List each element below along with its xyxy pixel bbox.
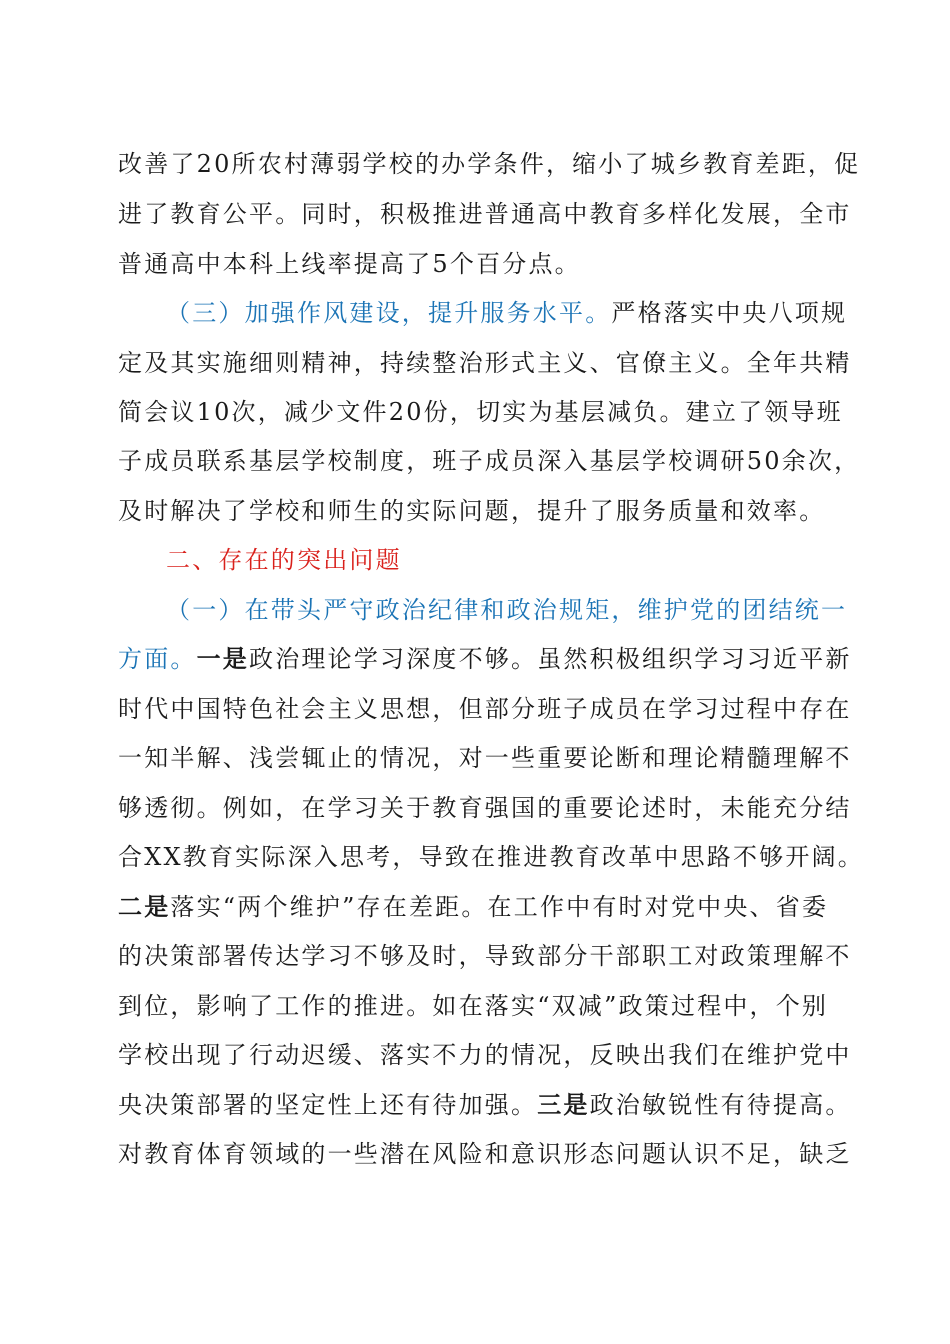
- text-span: 政治理论学习深度不够。虽然积极组织学习习近平新: [249, 645, 852, 673]
- text-line: 时代中国特色社会主义思想，但部分班子成员在学习过程中存在: [118, 695, 852, 723]
- text-line: 到位，影响了工作的推进。如在落实“双减”政策过程中，个别: [118, 992, 829, 1020]
- text-line: 改善了20所农村薄弱学校的办学条件，缩小了城乡教育差距，促: [118, 150, 861, 178]
- point-marker: 三是: [537, 1090, 590, 1119]
- text-line: 定及其实施细则精神，持续整治形式主义、官僚主义。全年共精: [118, 349, 852, 377]
- text-line: 简会议10次，减少文件20份，切实为基层减负。建立了领导班: [118, 398, 843, 426]
- subsection-heading: （一）在带头严守政治纪律和政治规矩，维护党的团结统一: [166, 596, 848, 624]
- text-line: 进了教育公平。同时，积极推进普通高中教育多样化发展，全市: [118, 200, 852, 228]
- paragraph-line: [166, 289, 848, 337]
- text-line: 对教育体育领域的一些潜在风险和意识形态问题认识不足，缺乏: [118, 1140, 852, 1168]
- paragraph-line: [118, 1081, 852, 1129]
- text-line: 子成员联系基层学校制度，班子成员深入基层学校调研50余次，: [118, 447, 861, 475]
- paragraph-line: [118, 635, 852, 683]
- text-span: 严格落实中央八项规: [611, 299, 848, 327]
- text-line: 及时解决了学校和师生的实际问题，提升了服务质量和效率。: [118, 497, 826, 525]
- text-line: 的决策部署传达学习不够及时，导致部分干部职工对政策理解不: [118, 942, 852, 970]
- subsection-heading-end: 方面。: [118, 645, 197, 673]
- text-line: 普通高中本科上线率提高了5个百分点。: [118, 250, 581, 278]
- text-line: 合XX教育实际深入思考，导致在推进教育改革中思路不够开阔。: [118, 843, 864, 871]
- text-line: 学校出现了行动迟缓、落实不力的情况，反映出我们在维护党中: [118, 1041, 852, 1069]
- text-span: 政治敏锐性有待提高。: [589, 1091, 852, 1119]
- text-line: 够透彻。例如，在学习关于教育强国的重要论述时，未能充分结: [118, 794, 852, 822]
- section-title: 二、存在的突出问题: [166, 546, 402, 574]
- text-span: 央决策部署的坚定性上还有待加强。: [118, 1091, 538, 1119]
- text-line: 一知半解、浅尝辄止的情况，对一些重要论断和理论精髓理解不: [118, 744, 852, 772]
- text-span: 落实“两个维护”存在差距。在工作中有时对党中央、省委: [170, 893, 829, 921]
- paragraph-line: [118, 883, 828, 931]
- point-marker: 二是: [118, 892, 171, 921]
- point-marker: 一是: [196, 644, 250, 673]
- subsection-heading: （三）加强作风建设，提升服务水平。: [166, 299, 612, 327]
